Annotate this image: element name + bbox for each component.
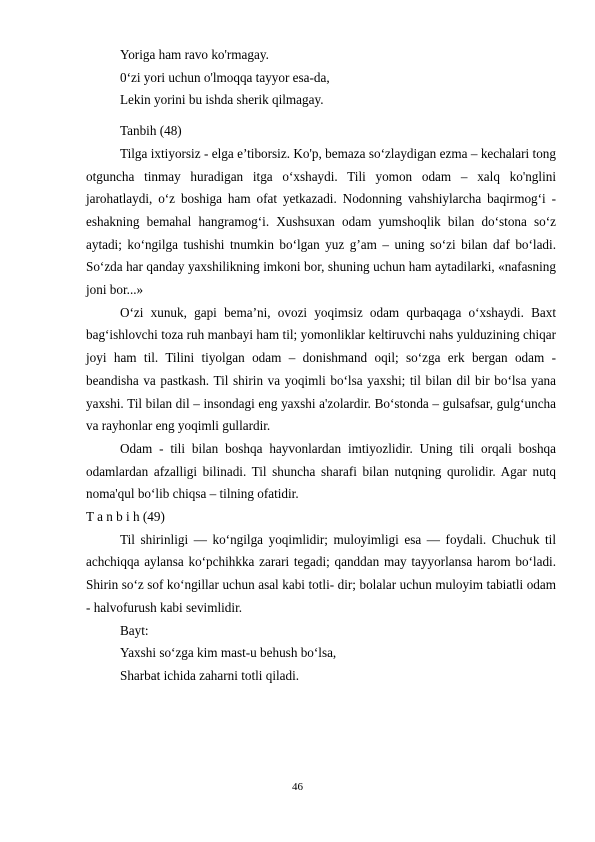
page-content: [86, 44, 556, 688]
verse-line: 0‘zi yori uchun o'lmoqqa tayyor esa-da,: [120, 69, 330, 85]
verse-line: Lekin yorini bu ishda sherik qilmagay.: [120, 92, 324, 108]
verse-line: Sharbat ichida zaharni totli qiladi.: [120, 667, 300, 683]
bayt-label: Bayt:: [120, 622, 149, 638]
verse-line: Yoriga ham ravo ko'rmagay.: [120, 47, 269, 62]
body-paragraph: Til shirinligi — ko‘ngilga yoqimlidir; muloyimligi esa — foydali. Chuchuk til achchiqqa aylansa ko‘pchihkka zarari tegadi; qanddan may tayyorlansa harom bo‘ladi. Shirin so‘z sof ko‘ngillar uchun asal kabi totli- dir; bolalar uchun muloyim tabiatli odam - halvofurush kabi sevimlidir.: [86, 531, 556, 615]
verse-line: Yaxshi so‘zga kim mast-u behush bo‘lsa,: [120, 645, 337, 661]
section-heading-tanbih-49: T a n b i h (49): [86, 509, 165, 525]
body-paragraph: O‘zi xunuk, gapi bema’ni, ovozi yoqimsiz odam qurbaqaga o‘xshaydi. Baxt bag‘ishlovchi toza ruh manbayi ham til; yomonliklar keltiruvchi nahs yulduzining chiqar joyi ham til. Tilini tiyolgan odam – donishmand oqil; so‘zga erk bergan odam - beandisha va pastkash. Til shirin va yoqimli bo‘lsa yaxshi; til bilan dil bir bo‘lsa yana yaxshi. Til bilan dil – insondagi eng yaxshi a'zolardir. Bo‘stonda – gulsafsar, gulg‘uncha va rayhonlar eng yoqimli gullardir.: [86, 304, 556, 434]
body-paragraph: Tilga ixtiyorsiz - elga e’tiborsiz. Ko'p, bemaza so‘zlaydigan ezma – kechalari tong otguncha tinmay huradigan itga o‘xshaydi. Tili yomon odam – xalq ko'nglini jarohatlaydi, o‘z boshiga ham ofat yetkazadi. Nodonning vahshiylarcha baqirmog‘i - eshakning bemahal hangramog‘i. Xushsuxan odam yumshoqlik bilan do‘stona so‘z aytadi; ko‘ngilga tushishi tnumkin bo‘lgan yuz g’am – uning so‘zi bilan daf bo‘ladi. So‘zda har qanday yaxshilikning imkoni bor, shuning uchun ham aytadilarki, «nafasning joni bor...»: [86, 145, 556, 298]
verse-block: [86, 44, 556, 112]
page-number: 46: [292, 781, 303, 793]
section-heading-tanbih-48: Tanbih (48): [120, 123, 182, 139]
verse-block: [86, 642, 556, 687]
body-paragraph: Odam - tili bilan boshqa hayvonlardan imtiyozlidir. Uning tili orqali boshqa odamlardan afzalligi bilinadi. Til shuncha sharafi bilan nutqning qurolidir. Agar nutq noma'qul bo‘lib chiqsa – tilning ofatidir.: [86, 440, 556, 502]
